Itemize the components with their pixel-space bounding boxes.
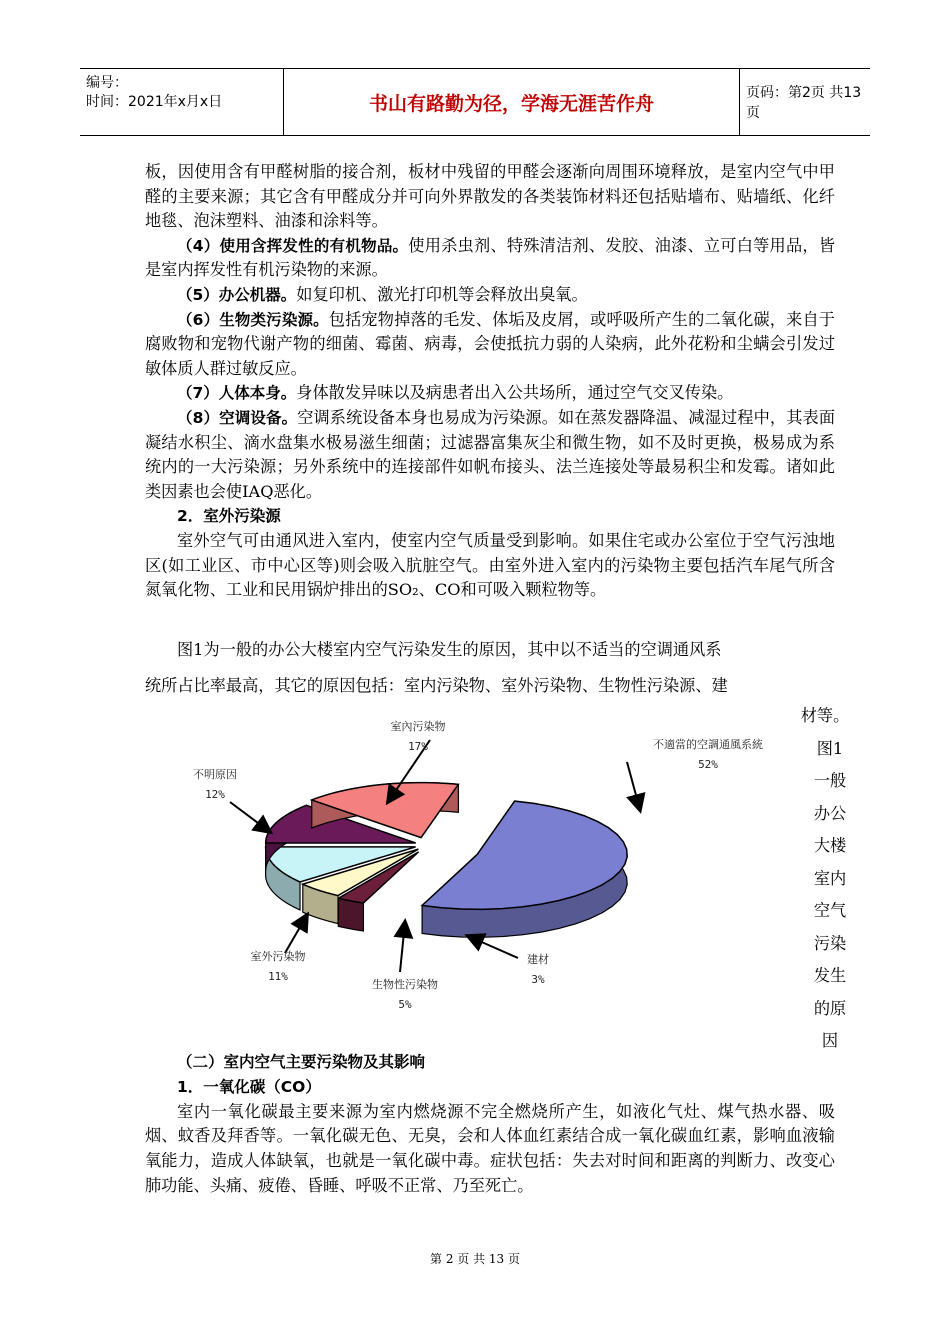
- paragraph: [145, 234, 835, 283]
- caption-line: 办公: [813, 803, 847, 823]
- slice-percent: 12%: [205, 788, 225, 801]
- paragraph-line: 统所占比率最高，其它的原因包括：室内污染物、室外污染物、生物性污染源、建: [145, 676, 728, 695]
- item-text: 包括宠物掉落的毛发、体垢及皮屑，或呼吸所产生的二氧化碳，来自于腐败物和宠物代谢产物的细菌、霉菌、病毒，会使抵抗力弱的人染病，此外花粉和尘螨会引发过敏体质人群过敏反应。: [145, 309, 835, 378]
- caption-line: 空气: [813, 901, 847, 920]
- caption-text: [810, 733, 850, 1058]
- pie-slices: [266, 783, 628, 938]
- arrow-hvac: [627, 762, 640, 810]
- figure-caption: [800, 700, 850, 1058]
- caption-line: 大楼: [813, 836, 847, 855]
- arrow-material: [468, 936, 518, 958]
- slice-label: 建材: [527, 953, 549, 966]
- caption-line: 污染: [813, 933, 847, 953]
- section-heading: （二）室内空气主要污染物及其影响: [177, 1053, 426, 1071]
- slice-percent: 17%: [408, 740, 428, 753]
- item-text: 身体散发异味以及病患者出入公共场所，通过空气交叉传染。: [296, 383, 734, 403]
- header-motto: 书山有路勤为径，学海无涯苦作舟: [283, 69, 740, 135]
- slice-percent: 52%: [698, 758, 718, 771]
- arrow-unknown: [230, 802, 270, 832]
- page-header: [80, 68, 870, 136]
- paragraph: 板，因使用含有甲醛树脂的接合剂，板材中残留的甲醛会逐渐向周围环境释放，是室内空气中甲醛的主要来源；其它含有甲醛成分并可向外界散发的各类装饰材料还包括贴墙布、贴墙纸、化纤地毯、泡沫塑料、油漆和涂料等。: [145, 162, 835, 231]
- paragraph: [145, 283, 835, 308]
- caption-line: 的原: [813, 998, 847, 1018]
- item-text: 使用杀虫剂、特殊清洁剂、发胶、油漆、立可白等用品，皆是室内挥发性有机污染物的来源。: [145, 235, 835, 280]
- body-section-1: [145, 160, 835, 603]
- slice-percent: 5%: [398, 998, 412, 1011]
- slice-percent: 11%: [268, 970, 288, 983]
- header-page-label: 页码：第2页 共13页: [746, 85, 862, 121]
- paragraph-line: 图1为一般的办公大楼室内空气污染发生的原因，其中以不适当的空调通风系: [177, 640, 722, 659]
- caption-line: 室内: [813, 868, 847, 888]
- paragraph: [145, 308, 835, 382]
- pie-chart: [160, 710, 810, 1020]
- caption-line: 图1: [816, 738, 844, 758]
- item-heading: （8）空调设备。: [177, 408, 298, 427]
- time-label: 时间：2021年x月x日: [86, 94, 223, 110]
- pie-slice-side: [338, 898, 363, 931]
- number-label: 编号：: [86, 75, 128, 91]
- slice-label: 生物性污染物: [372, 978, 438, 991]
- section-heading: 2．室外污染源: [177, 507, 281, 526]
- pie-slice: [422, 801, 627, 937]
- body-section-2: [145, 632, 845, 704]
- slice-label: 不明原因: [193, 768, 237, 781]
- slice-label: 室外污染物: [250, 950, 306, 963]
- item-heading: （7）人体本身。: [177, 384, 297, 403]
- page-footer: 第 2 页 共 13 页: [430, 1252, 520, 1266]
- item-text: 空调系统设备本身也易成为污染源。如在蒸发器降温、减湿过程中，其表面凝结水积尘、滴水盘集水极易滋生细菌；过滤器富集灰尘和微生物，如不及时更换，极易成为系统内的一大污染源；另外系统中的连接部件如帆布接头、法兰连接处等最易积尘和发霉。诸如此类因素也会使IAQ恶化。: [145, 407, 836, 501]
- subsection-heading: 1．一氧化碳（CO）: [177, 1077, 321, 1096]
- slice-percent: 3%: [531, 973, 545, 986]
- item-text: 如复印机、激光打印机等会释放出臭氧。: [296, 284, 588, 304]
- item-heading: （4）使用含挥发性的有机物品。: [177, 236, 409, 255]
- item-heading: （6）生物类污染源。: [177, 310, 329, 329]
- body-section-3: [145, 1050, 835, 1199]
- arrow-bio: [400, 922, 405, 972]
- paragraph: [145, 381, 835, 406]
- paragraph: 室内一氧化碳最主要来源为室内燃烧源不完全燃烧所产生，如液化气灶、煤气热水器、吸烟、蚊香及拜香等。一氧化碳无色、无臭，会和人体血红素结合成一氧化碳血红素，影响血液输氧能力，造成人体缺氧，也就是一氧化碳中毒。症状包括：失去对时间和距离的判断力、改变心肺功能、头痛、疲倦、昏睡、呼吸不正常、乃至死亡。: [145, 1101, 835, 1195]
- paragraph: [145, 406, 835, 504]
- caption-line: 发生: [813, 966, 847, 985]
- header-meta: [80, 69, 283, 135]
- caption-line: 一般: [813, 771, 847, 790]
- arrow-outdoor: [285, 915, 307, 953]
- slice-label: 室內污染物: [390, 720, 446, 733]
- caption-line: 因: [821, 1031, 839, 1050]
- item-heading: （5）办公机器。: [177, 285, 297, 304]
- slice-label: 不適當的空調通風系統: [653, 738, 763, 751]
- paragraph: 室外空气可由通风进入室内，使室内空气质量受到影响。如果住宅或办公室位于空气污浊地区(如工业区、市中心区等)则会吸入肮脏空气。由室外进入室内的污染物主要包括汽车尾气所含氮氧化物、工业和民用锅炉排出的SO₂、CO和可吸入颗粒物等。: [145, 530, 835, 600]
- caption-tail: 材等。: [800, 706, 850, 725]
